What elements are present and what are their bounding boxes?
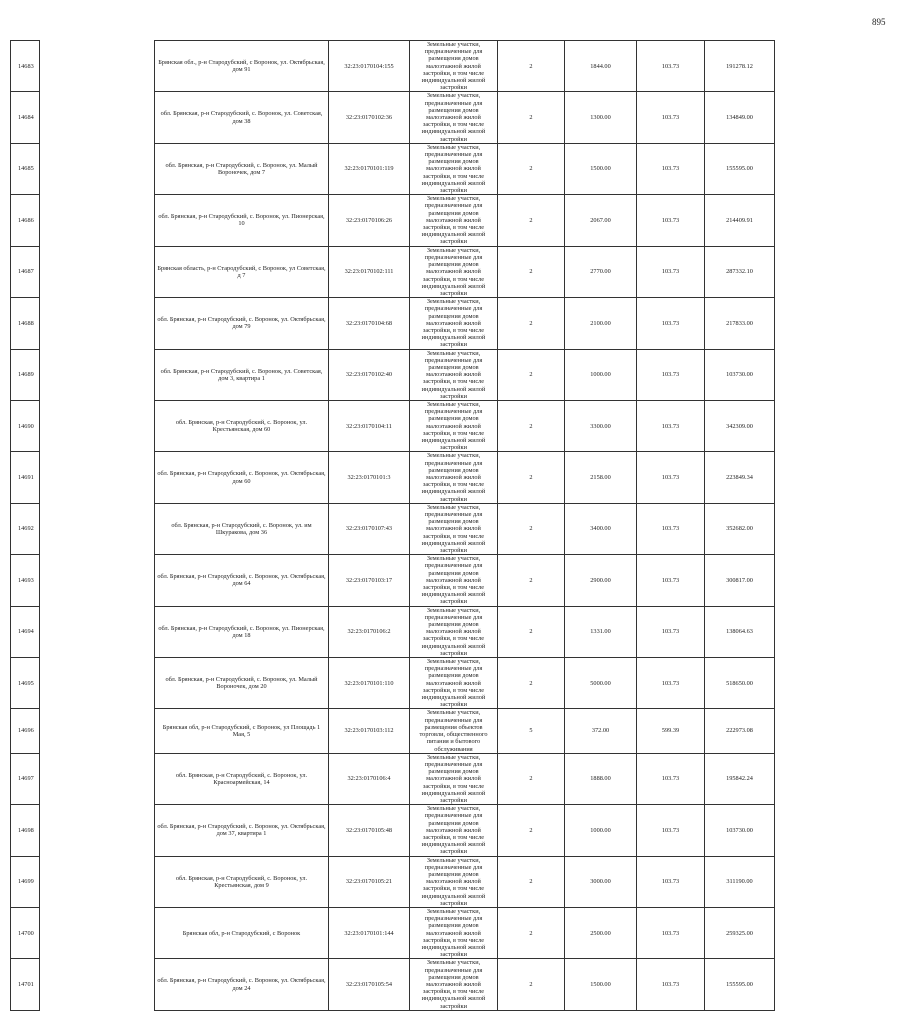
table-row xyxy=(11,856,775,907)
row-number: 14688 xyxy=(11,298,40,349)
cadastral-value-cell: 223849.34 xyxy=(705,452,775,503)
cadastral-value-cell: 217833.00 xyxy=(705,298,775,349)
group-cell: 5 xyxy=(498,709,565,753)
cadastral-number-cell: 32:23:0170101:3 xyxy=(329,452,410,503)
row-number: 14684 xyxy=(11,92,40,143)
row-number: 14695 xyxy=(11,658,40,709)
group-cell: 2 xyxy=(498,907,565,958)
group-cell: 2 xyxy=(498,92,565,143)
cadastral-number-cell: 32:23:0170103:112 xyxy=(329,709,410,753)
group-cell: 2 xyxy=(498,143,565,194)
rate-cell: 103.73 xyxy=(637,753,705,804)
spacer-cell xyxy=(40,195,155,246)
land-category-cell: Земельные участки, предназначенные для размещения домов малоэтажной жилой застройки, в том числе индивидуальной жилой застройки xyxy=(410,805,498,856)
spacer-cell xyxy=(40,959,155,1010)
land-category-cell: Земельные участки, предназначенные для размещения домов малоэтажной жилой застройки, в том числе индивидуальной жилой застройки xyxy=(410,400,498,451)
table-row xyxy=(11,349,775,400)
table-row xyxy=(11,503,775,554)
table-row xyxy=(11,709,775,753)
spacer-cell xyxy=(40,92,155,143)
group-cell: 2 xyxy=(498,400,565,451)
address-cell: обл. Брянская, р-н Стародубский, с. Воронок, ул. Октябрьская, дом 64 xyxy=(155,555,329,606)
table-row xyxy=(11,907,775,958)
rate-cell: 103.73 xyxy=(637,959,705,1010)
rate-cell: 103.73 xyxy=(637,400,705,451)
area-cell: 1000.00 xyxy=(565,349,637,400)
rate-cell: 103.73 xyxy=(637,92,705,143)
cadastral-number-cell: 32:23:0170106:2 xyxy=(329,606,410,657)
row-number: 14686 xyxy=(11,195,40,246)
table-row xyxy=(11,555,775,606)
land-category-cell: Земельные участки, предназначенные для размещения домов малоэтажной жилой застройки, в том числе индивидуальной жилой застройки xyxy=(410,856,498,907)
land-category-cell: Земельные участки, предназначенные для размещения домов малоэтажной жилой застройки, в том числе индивидуальной жилой застройки xyxy=(410,298,498,349)
land-category-cell: Земельные участки, предназначенные для размещения домов малоэтажной жилой застройки, в том числе индивидуальной жилой застройки xyxy=(410,195,498,246)
rate-cell: 103.73 xyxy=(637,298,705,349)
cadastral-number-cell: 32:23:0170102:111 xyxy=(329,246,410,297)
spacer-cell xyxy=(40,503,155,554)
row-number: 14691 xyxy=(11,452,40,503)
area-cell: 2100.00 xyxy=(565,298,637,349)
spacer-cell xyxy=(40,753,155,804)
area-cell: 2770.00 xyxy=(565,246,637,297)
land-category-cell: Земельные участки, предназначенные для размещения домов малоэтажной жилой застройки, в том числе индивидуальной жилой застройки xyxy=(410,555,498,606)
cadastral-value-cell: 191278.12 xyxy=(705,41,775,92)
group-cell: 2 xyxy=(498,555,565,606)
table-row xyxy=(11,959,775,1010)
table-row xyxy=(11,246,775,297)
land-category-cell: Земельные участки, предназначенные для размещения домов малоэтажной жилой застройки, в том числе индивидуальной жилой застройки xyxy=(410,907,498,958)
address-cell: обл. Брянская, р-н Стародубский, с. Воронок, ул. Октябрьская, дом 60 xyxy=(155,452,329,503)
row-number: 14685 xyxy=(11,143,40,194)
cadastral-value-cell: 311190.00 xyxy=(705,856,775,907)
cadastral-value-cell: 352682.00 xyxy=(705,503,775,554)
cadastral-number-cell: 32:23:0170104:68 xyxy=(329,298,410,349)
spacer-cell xyxy=(40,41,155,92)
cadastral-value-cell: 287332.10 xyxy=(705,246,775,297)
cadastral-value-cell: 103730.00 xyxy=(705,349,775,400)
cadastral-number-cell: 32:23:0170101:110 xyxy=(329,658,410,709)
area-cell: 372.00 xyxy=(565,709,637,753)
cadastral-value-cell: 138064.63 xyxy=(705,606,775,657)
land-category-cell: Земельные участки, предназначенные для размещения объектов торговли, общественного питания и бытового обслуживания xyxy=(410,709,498,753)
table-row xyxy=(11,195,775,246)
area-cell: 2067.00 xyxy=(565,195,637,246)
rate-cell: 103.73 xyxy=(637,606,705,657)
area-cell: 3000.00 xyxy=(565,856,637,907)
land-category-cell: Земельные участки, предназначенные для размещения домов малоэтажной жилой застройки, в том числе индивидуальной жилой застройки xyxy=(410,41,498,92)
cadastral-value-cell: 259325.00 xyxy=(705,907,775,958)
group-cell: 2 xyxy=(498,658,565,709)
row-number: 14698 xyxy=(11,805,40,856)
address-cell: обл. Брянская, р-н Стародубский, с. Воронок, ул. им Шкуракова, дом 36 xyxy=(155,503,329,554)
row-number: 14701 xyxy=(11,959,40,1010)
table-row xyxy=(11,805,775,856)
row-number: 14694 xyxy=(11,606,40,657)
area-cell: 3300.00 xyxy=(565,400,637,451)
group-cell: 2 xyxy=(498,41,565,92)
address-cell: обл. Брянская, р-н Стародубский, с. Воронок, ул. Малый Вороночек, дом 7 xyxy=(155,143,329,194)
land-category-cell: Земельные участки, предназначенные для размещения домов малоэтажной жилой застройки, в том числе индивидуальной жилой застройки xyxy=(410,92,498,143)
address-cell: Брянская обл, р-н Стародубский, с Воронок, ул Площадь 1 Мая, 5 xyxy=(155,709,329,753)
address-cell: обл. Брянская, р-н Стародубский, с. Воронок, ул. Октябрьская, дом 24 xyxy=(155,959,329,1010)
spacer-cell xyxy=(40,856,155,907)
rate-cell: 599.39 xyxy=(637,709,705,753)
address-cell: обл. Брянская, р-н Стародубский, с. Воронок, ул. Крестьянская, дом 60 xyxy=(155,400,329,451)
table-row xyxy=(11,298,775,349)
cadastral-number-cell: 32:23:0170106:4 xyxy=(329,753,410,804)
spacer-cell xyxy=(40,400,155,451)
table-row xyxy=(11,41,775,92)
table-row xyxy=(11,143,775,194)
cadastral-value-cell: 155595.00 xyxy=(705,959,775,1010)
cadastral-number-cell: 32:23:0170101:144 xyxy=(329,907,410,958)
land-category-cell: Земельные участки, предназначенные для размещения домов малоэтажной жилой застройки, в том числе индивидуальной жилой застройки xyxy=(410,753,498,804)
area-cell: 3400.00 xyxy=(565,503,637,554)
spacer-cell xyxy=(40,709,155,753)
area-cell: 5000.00 xyxy=(565,658,637,709)
table-row xyxy=(11,658,775,709)
spacer-cell xyxy=(40,143,155,194)
spacer-cell xyxy=(40,452,155,503)
cadastral-value-cell: 195842.24 xyxy=(705,753,775,804)
land-category-cell: Земельные участки, предназначенные для размещения домов малоэтажной жилой застройки, в том числе индивидуальной жилой застройки xyxy=(410,658,498,709)
row-number: 14687 xyxy=(11,246,40,297)
group-cell: 2 xyxy=(498,298,565,349)
table-row xyxy=(11,452,775,503)
address-cell: обл. Брянская, р-н Стародубский, с. Воронок, ул. Малый Вороночек, дом 20 xyxy=(155,658,329,709)
area-cell: 1000.00 xyxy=(565,805,637,856)
group-cell: 2 xyxy=(498,452,565,503)
rate-cell: 103.73 xyxy=(637,658,705,709)
address-cell: Брянская обл., р-н Стародубский, с Воронок, ул. Октябрьская, дом 91 xyxy=(155,41,329,92)
spacer-cell xyxy=(40,246,155,297)
area-cell: 2158.00 xyxy=(565,452,637,503)
rate-cell: 103.73 xyxy=(637,246,705,297)
cadastral-value-cell: 134849.00 xyxy=(705,92,775,143)
address-cell: Брянская область, р-н Стародубский, с Воронок, ул Советская, д 7 xyxy=(155,246,329,297)
spacer-cell xyxy=(40,606,155,657)
row-number: 14690 xyxy=(11,400,40,451)
row-number: 14696 xyxy=(11,709,40,753)
address-cell: обл. Брянская, р-н Стародубский, с. Воронок, ул. Красноармейская, 14 xyxy=(155,753,329,804)
group-cell: 2 xyxy=(498,349,565,400)
land-category-cell: Земельные участки, предназначенные для размещения домов малоэтажной жилой застройки, в том числе индивидуальной жилой застройки xyxy=(410,959,498,1010)
address-cell: обл. Брянская, р-н Стародубский, с. Воронок, ул. Октябрьская, дом 79 xyxy=(155,298,329,349)
area-cell: 1844.00 xyxy=(565,41,637,92)
cadastral-number-cell: 32:23:0170102:36 xyxy=(329,92,410,143)
rate-cell: 103.73 xyxy=(637,907,705,958)
group-cell: 2 xyxy=(498,856,565,907)
area-cell: 2900.00 xyxy=(565,555,637,606)
address-cell: Брянская обл, р-н Стародубский, с Воронок xyxy=(155,907,329,958)
group-cell: 2 xyxy=(498,503,565,554)
area-cell: 1500.00 xyxy=(565,143,637,194)
address-cell: обл. Брянская, р-н Стародубский, с. Воронок, ул. Октябрьская, дом 37, квартира 1 xyxy=(155,805,329,856)
group-cell: 2 xyxy=(498,246,565,297)
rate-cell: 103.73 xyxy=(637,555,705,606)
rate-cell: 103.73 xyxy=(637,503,705,554)
cadastral-number-cell: 32:23:0170104:11 xyxy=(329,400,410,451)
area-cell: 1500.00 xyxy=(565,959,637,1010)
cadastral-number-cell: 32:23:0170106:26 xyxy=(329,195,410,246)
area-cell: 2500.00 xyxy=(565,907,637,958)
area-cell: 1888.00 xyxy=(565,753,637,804)
spacer-cell xyxy=(40,555,155,606)
rate-cell: 103.73 xyxy=(637,452,705,503)
row-number: 14699 xyxy=(11,856,40,907)
address-cell: обл. Брянская, р-н Стародубский, с. Воронок, ул. Советская, дом 38 xyxy=(155,92,329,143)
cadastral-number-cell: 32:23:0170107:43 xyxy=(329,503,410,554)
cadastral-value-cell: 300817.00 xyxy=(705,555,775,606)
spacer-cell xyxy=(40,907,155,958)
cadastral-number-cell: 32:23:0170105:54 xyxy=(329,959,410,1010)
group-cell: 2 xyxy=(498,753,565,804)
area-cell: 1300.00 xyxy=(565,92,637,143)
spacer-cell xyxy=(40,805,155,856)
area-cell: 1331.00 xyxy=(565,606,637,657)
address-cell: обл. Брянская, р-н Стародубский, с. Воронок, ул. Крестьянская, дом 9 xyxy=(155,856,329,907)
rate-cell: 103.73 xyxy=(637,856,705,907)
land-category-cell: Земельные участки, предназначенные для размещения домов малоэтажной жилой застройки, в том числе индивидуальной жилой застройки xyxy=(410,246,498,297)
row-number: 14683 xyxy=(11,41,40,92)
row-number: 14689 xyxy=(11,349,40,400)
land-category-cell: Земельные участки, предназначенные для размещения домов малоэтажной жилой застройки, в том числе индивидуальной жилой застройки xyxy=(410,349,498,400)
cadastral-number-cell: 32:23:0170105:48 xyxy=(329,805,410,856)
spacer-cell xyxy=(40,298,155,349)
cadastral-number-cell: 32:23:0170104:155 xyxy=(329,41,410,92)
group-cell: 2 xyxy=(498,805,565,856)
address-cell: обл. Брянская, р-н Стародубский, с. Воронок, ул. Пионерская, 10 xyxy=(155,195,329,246)
cadastral-value-cell: 342309.00 xyxy=(705,400,775,451)
address-cell: обл. Брянская, р-н Стародубский, с. Воронок, ул. Пионерская, дом 18 xyxy=(155,606,329,657)
cadastral-value-cell: 214409.91 xyxy=(705,195,775,246)
land-category-cell: Земельные участки, предназначенные для размещения домов малоэтажной жилой застройки, в том числе индивидуальной жилой застройки xyxy=(410,606,498,657)
table-row xyxy=(11,606,775,657)
cadastral-number-cell: 32:23:0170101:119 xyxy=(329,143,410,194)
table-row xyxy=(11,400,775,451)
rate-cell: 103.73 xyxy=(637,805,705,856)
row-number: 14700 xyxy=(11,907,40,958)
row-number: 14693 xyxy=(11,555,40,606)
group-cell: 2 xyxy=(498,959,565,1010)
row-number: 14697 xyxy=(11,753,40,804)
rate-cell: 103.73 xyxy=(637,195,705,246)
rate-cell: 103.73 xyxy=(637,349,705,400)
cadastral-number-cell: 32:23:0170103:17 xyxy=(329,555,410,606)
land-category-cell: Земельные участки, предназначенные для размещения домов малоэтажной жилой застройки, в том числе индивидуальной жилой застройки xyxy=(410,503,498,554)
cadastral-value-cell: 103730.00 xyxy=(705,805,775,856)
land-category-cell: Земельные участки, предназначенные для размещения домов малоэтажной жилой застройки, в том числе индивидуальной жилой застройки xyxy=(410,452,498,503)
cadastral-number-cell: 32:23:0170105:21 xyxy=(329,856,410,907)
cadastral-value-table xyxy=(10,40,775,1011)
rate-cell: 103.73 xyxy=(637,143,705,194)
cadastral-value-cell: 222973.08 xyxy=(705,709,775,753)
rate-cell: 103.73 xyxy=(637,41,705,92)
spacer-cell xyxy=(40,658,155,709)
group-cell: 2 xyxy=(498,195,565,246)
page-number: 895 xyxy=(872,17,886,27)
group-cell: 2 xyxy=(498,606,565,657)
cadastral-number-cell: 32:23:0170102:40 xyxy=(329,349,410,400)
row-number: 14692 xyxy=(11,503,40,554)
cadastral-value-cell: 518650.00 xyxy=(705,658,775,709)
address-cell: обл. Брянская, р-н Стародубский, с. Воронок, ул. Советская, дом 3, квартира 1 xyxy=(155,349,329,400)
spacer-cell xyxy=(40,349,155,400)
table-row xyxy=(11,753,775,804)
table-row xyxy=(11,92,775,143)
land-category-cell: Земельные участки, предназначенные для размещения домов малоэтажной жилой застройки, в том числе индивидуальной жилой застройки xyxy=(410,143,498,194)
cadastral-value-cell: 155595.00 xyxy=(705,143,775,194)
